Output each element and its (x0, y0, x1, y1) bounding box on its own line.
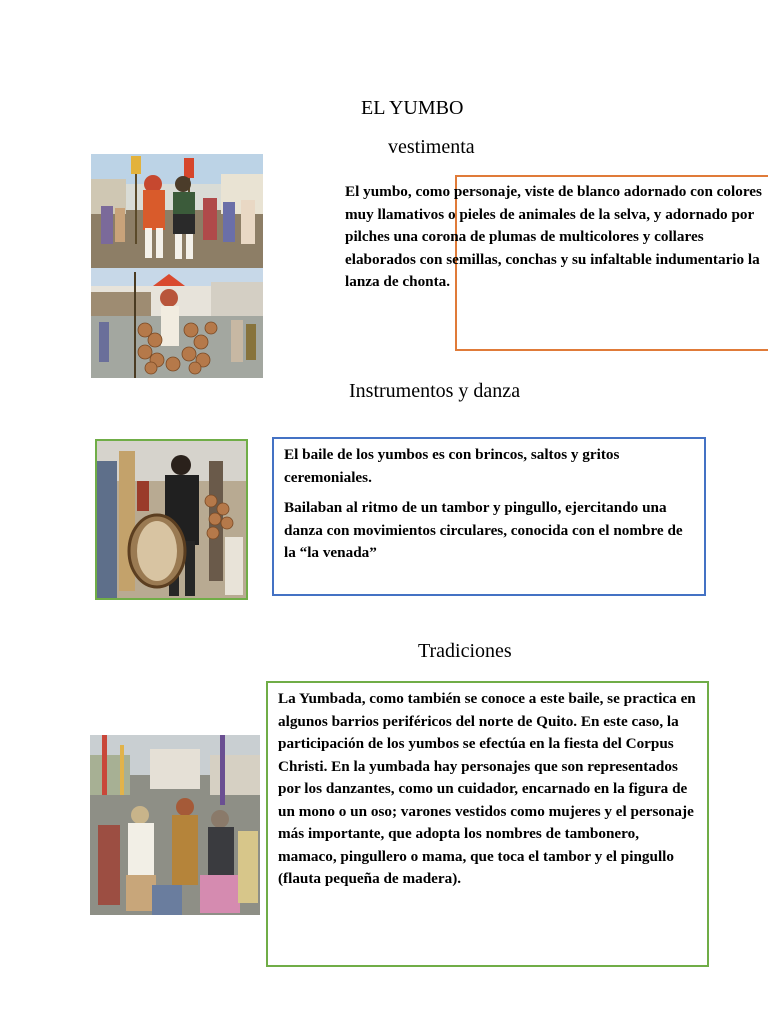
tradiciones-text: La Yumbada, como también se conoce a este baile, se practica en algunos barrios periféricos del norte de Quito. En este caso, la participación de los yumbos se efectúa en la fiesta del Corpus Christi. En la yumbada hay personajes que son representados por los danzantes, como un cuidador, encarnado en la figura de un mono o un oso; varones vestidos como mujeres y el personaje más importante, que adopta los nombres de tambonero, mamaco, pingullero o mama, que toca el tambor y el pingullo (flauta pequeña de madera). (278, 690, 696, 887)
tradiciones-box (266, 681, 709, 967)
instrumentos-box (272, 437, 706, 596)
page-title: EL YUMBO (361, 97, 464, 119)
section-heading-tradiciones: Tradiciones (418, 640, 512, 662)
photo-drummer (95, 439, 248, 600)
photo-yumbo-dancer-gourds (91, 268, 263, 378)
instrumentos-paragraph-2: Bailaban al ritmo de un tambor y pingullo, ejercitando una danza con movimientos circulares, conocida con el nombre de la “la venada” (284, 499, 683, 561)
photo-yumbada-procession (90, 735, 260, 915)
photo-yumbo-parade (91, 154, 263, 268)
section-heading-instrumentos: Instrumentos y danza (349, 380, 521, 402)
section-heading-vestimenta: vestimenta (388, 136, 475, 158)
instrumentos-paragraph-1: El baile de los yumbos es con brincos, saltos y gritos ceremoniales. (284, 446, 620, 486)
vestimenta-text: El yumbo, como personaje, viste de blanco adornado con colores muy llamativos o pieles de animales de la selva, y adornado por pilches una corona de plumas de multicolores y collares elaborados con semillas, conchas y su infaltable indumentario la lanza de chonta. (345, 183, 762, 290)
